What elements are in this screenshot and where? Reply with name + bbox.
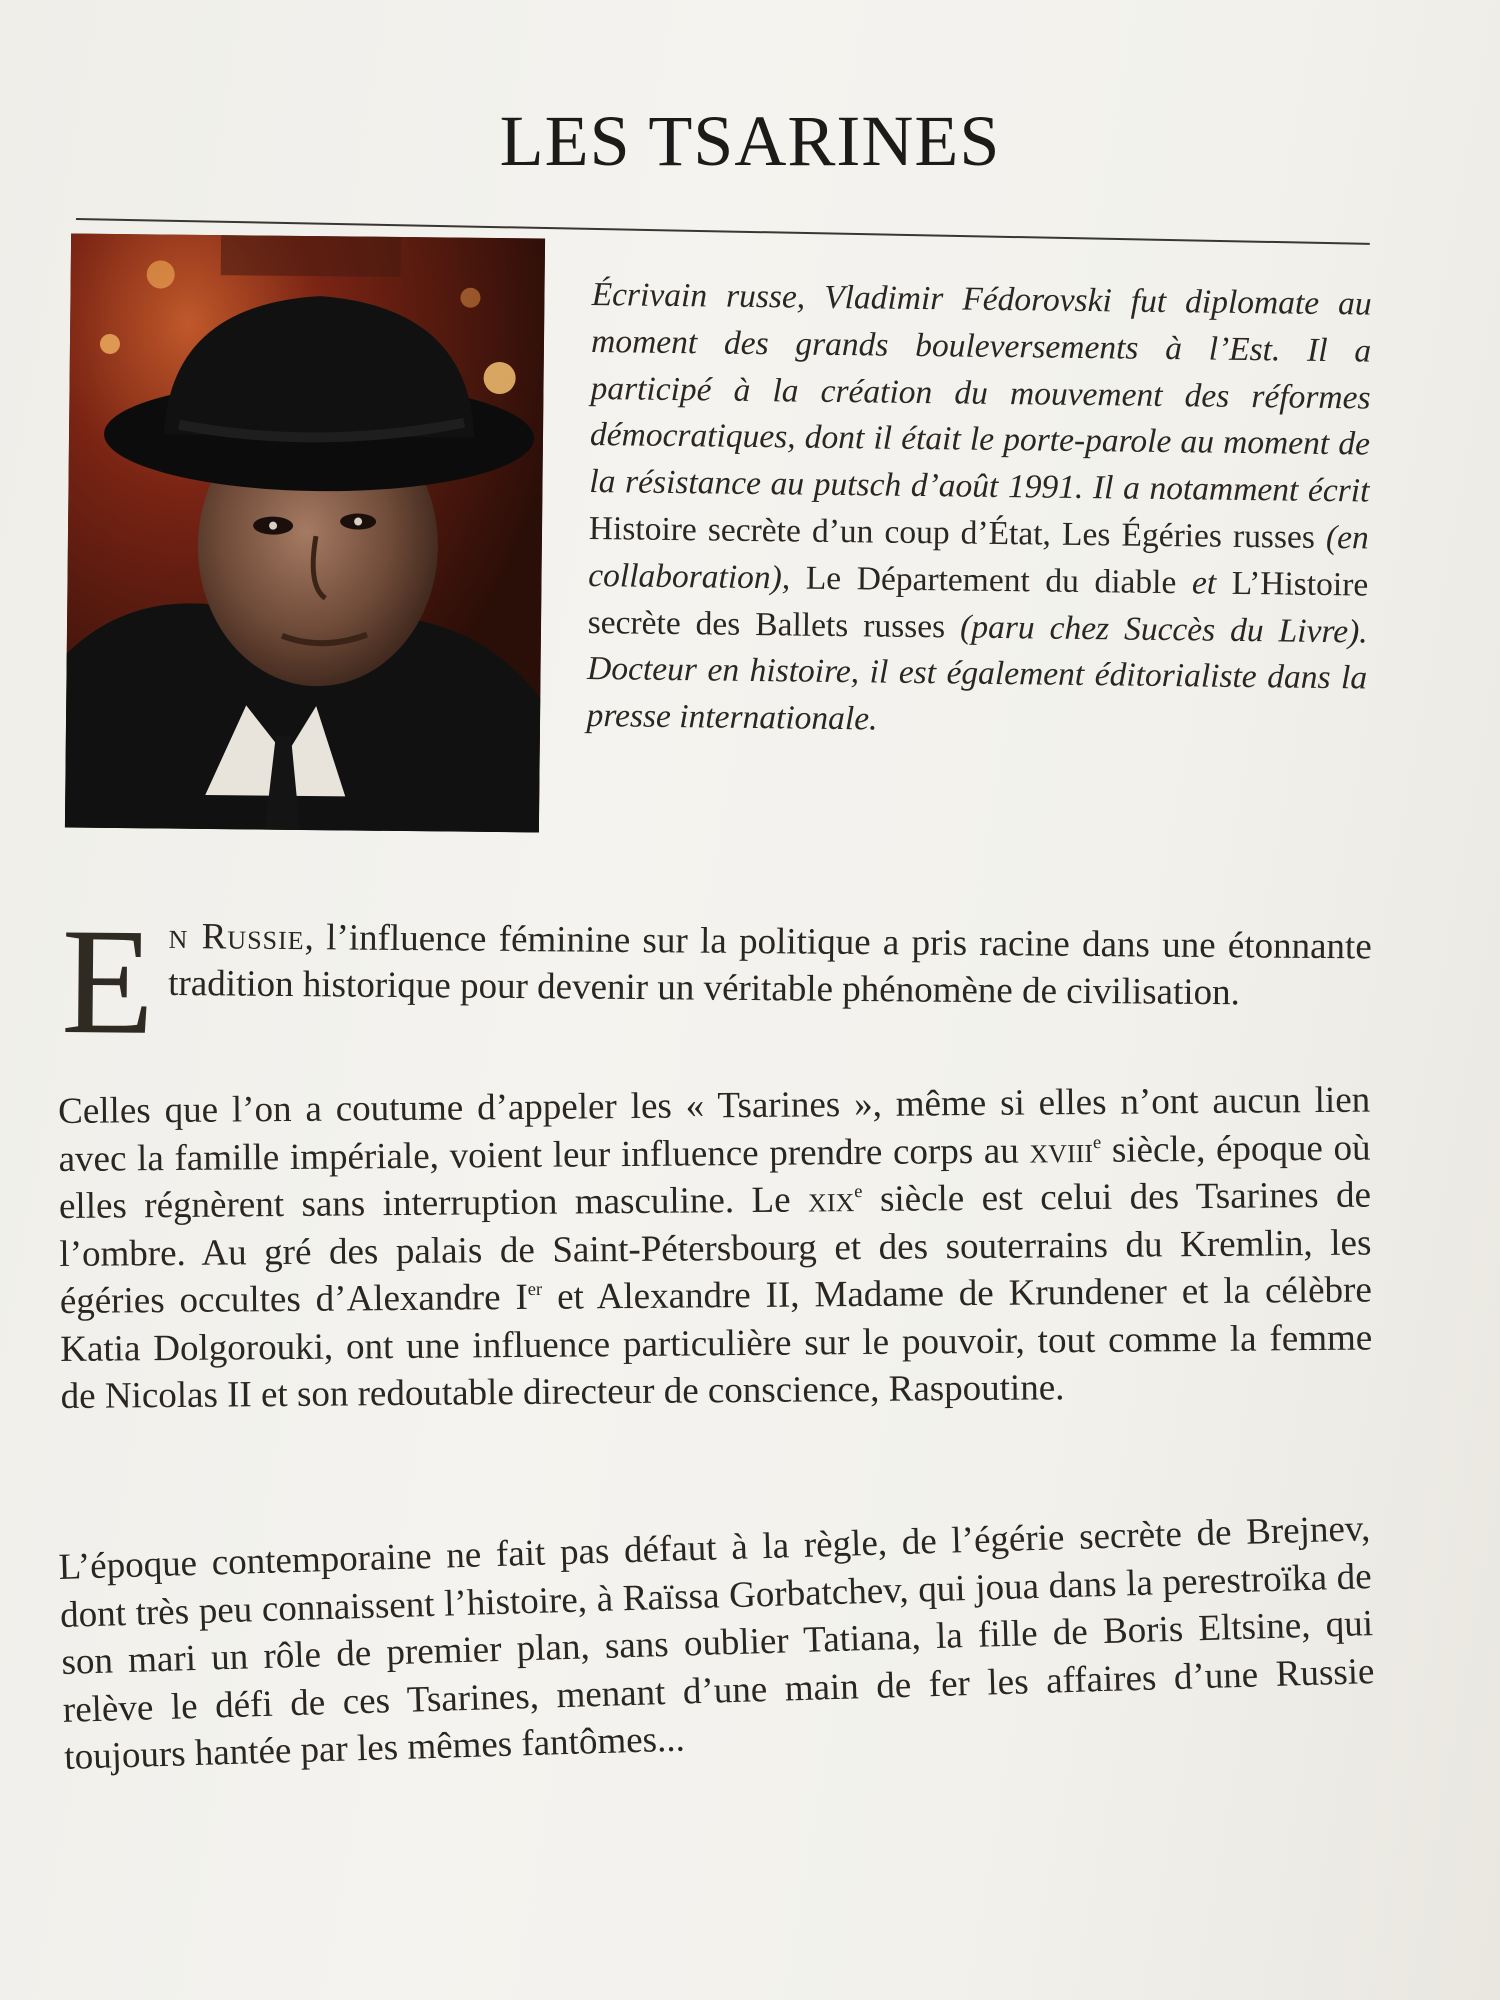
p1-text-b: siècle, époque où elles régnèrent sans interruption masculine. Le — [58, 1127, 1371, 1227]
intro-lead-caps: n Russie — [168, 915, 305, 959]
superscript-er: er — [527, 1279, 543, 1301]
bio-separator: , — [1042, 515, 1063, 553]
author-photo — [65, 234, 545, 833]
century-19: xix — [807, 1179, 855, 1221]
century-18: xviii — [1029, 1129, 1094, 1172]
bio-closing-text: (paru chez Succès du Livre). Docteur en histoire, il est également éditorialiste dans la presse internationale. — [586, 607, 1368, 738]
author-biography — [586, 272, 1372, 749]
p1-text-c: siècle est celui des Tsarines de l’ombre. Au gré des palais de Saint-Pétersbourg et des souterrains du Kremlin, les égéries occultes d’Alexandre I — [59, 1174, 1372, 1322]
body-paragraph-2: L’époque contemporaine ne fait pas défaut à la règle, de l’égérie secrète de Brejnev, dont très peu connaissent l’histoire, à Raïssa Gorbatchev, qui joua dans la perestroïka de son mari un rôle de premier plan, sans oublier Tatiana, la fille de Boris Eltsine, qui relève le défi de ces Tsarines, menant d’une main de fer les affaires d’une Russie toujours hantée par les mêmes fantômes... — [58, 1508, 1375, 1778]
superscript-e-1: e — [1092, 1132, 1102, 1153]
author-portrait-image — [65, 234, 545, 833]
p1-text-a: Celles que l’on a coutume d’appeler les « Tsarines », même si elles n’ont aucun lien avec la famille impériale, voient leur influence prendre corps au — [58, 1079, 1371, 1180]
intro-paragraph — [60, 897, 1372, 1066]
bio-intro-text: Écrivain russe, Vladimir Fédorovski fut diplomate au moment des grands bouleversements à l’Est. Il a participé à la création du mouvement des réformes démocratiques, dont il était le porte-parole au moment de la résistance au putsch d’août 1991. Il a notamment écrit — [589, 275, 1372, 510]
bio-conjunction: et — [1176, 563, 1232, 602]
body-paragraph-1 — [58, 1077, 1373, 1421]
superscript-e-2: e — [854, 1182, 863, 1203]
book-title-4: L’Histoire secrète des Ballets russes — [587, 564, 1369, 645]
book-title-1: Histoire secrète d’un coup d’État — [588, 509, 1043, 553]
bio-collab-note: (en collaboration), — [588, 518, 1370, 597]
p1-text-d: et Alexandre II, Madame de Krundener et la célèbre Katia Dolgorouki, ont une influence particulière sur le pouvoir, tout comme la femme de Nicolas II et son redoutable directeur de conscience, Raspoutine. — [60, 1269, 1373, 1417]
intro-lead-text: , l’influence féminine sur la politique a pris racine dans une étonnante tradition historique pour devenir un véritable phénomène de civilisation. — [168, 917, 1372, 1014]
book-title-2: Les Égéries russes — [1061, 515, 1316, 556]
drop-cap: E — [60, 897, 155, 1066]
book-title: LES TSARINES — [499, 101, 1001, 181]
book-title-3: Le Département du diable — [805, 559, 1177, 601]
